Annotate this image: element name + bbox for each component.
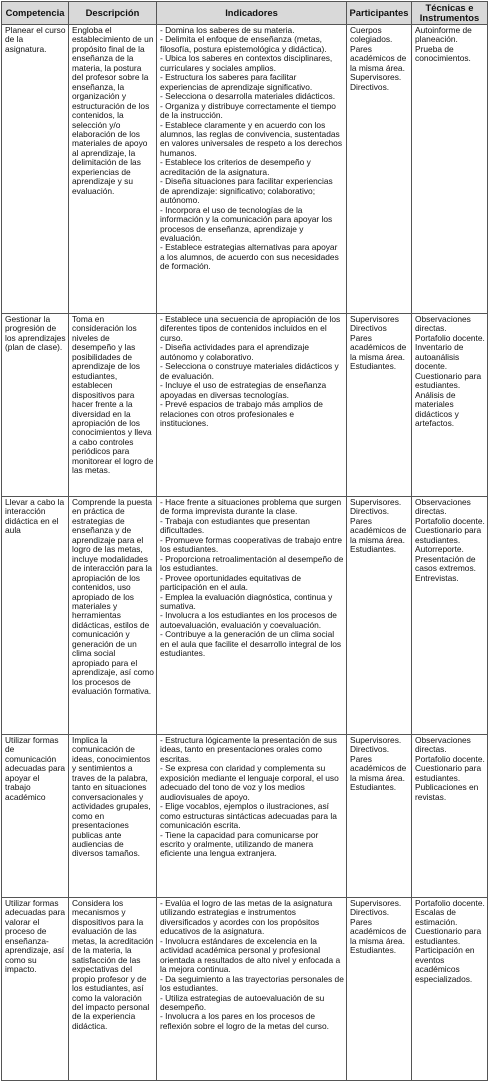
technique-item: Portafolio docente. — [415, 515, 485, 526]
indicator-item: - Estructura los saberes para facilitar experiencias de aprendizaje significativo. — [160, 72, 313, 92]
indicadores-cell — [157, 735, 347, 898]
indicator-item: - Da seguimiento a las trayectorias personales de los estudiantes. — [160, 973, 344, 994]
indicator-item: - Involucra a los pares en los procesos de reflexión sobre el logro de la metas del curso. — [160, 1011, 329, 1031]
indicator-item: - Ubica los saberes en contextos disciplinares, curriculares y sociales amplios. — [160, 53, 333, 73]
tecnicas-cell — [412, 898, 488, 1081]
indicator-item: - Diseña situaciones para facilitar experiencias de aprendizaje: significativo; colaborativo; autónomo. — [160, 176, 333, 206]
descripcion-cell: Engloba el establecimiento de un propósito final de la enseñanza de la materia, la postura del profesor sobre la enseñanza, la organización y estructuración de los contenidos, la selección y/o elaboración de los materiales de apoyo al aprendizaje, la delimitación de las experiencias de aprendizaje y su evaluación. — [69, 25, 157, 314]
participantes-cell — [347, 898, 412, 1081]
technique-item: Cuestionario para estudiantes. — [415, 763, 482, 783]
technique-item: Entrevistas. — [415, 572, 459, 583]
participant-item: Directivos. — [350, 506, 390, 517]
participant-item: Directivos. — [350, 744, 390, 755]
indicator-item: - Establece una secuencia de apropiación de los diferentes tipos de contenidos incluidos en el curso. — [160, 314, 341, 343]
participantes-cell — [347, 735, 412, 898]
table-row — [2, 314, 488, 497]
indicator-item: - Prevé espacios de trabajo más amplios de relaciones con otros profesionales e instituciones. — [160, 399, 323, 428]
participant-item: Supervisores. — [350, 898, 402, 908]
participant-item: Cuerpos colegiados. — [350, 25, 393, 45]
competencia-cell: Utilizar formas de comunicación adecuadas para apoyar el trabajo académico — [2, 735, 69, 898]
participant-item: Directivos — [350, 323, 387, 334]
technique-item: Participación en eventos académicos especializados. — [415, 945, 475, 984]
participantes-cell — [347, 314, 412, 497]
participant-item: Estudiantes. — [350, 782, 397, 793]
technique-item: Publicaciones en revistas. — [415, 782, 479, 802]
indicator-item: - Involucra a los estudiantes en los procesos de autoevaluación, evaluación y coevaluación. — [160, 610, 337, 630]
indicator-item: - Hace frente a situaciones problema que surgen de forma imprevista durante la clase. — [160, 497, 342, 517]
table-row — [2, 898, 488, 1081]
indicator-item: - Establece estrategias alternativas para apoyar a los alumnos, de acuerdo con sus necesidades de formación. — [160, 242, 339, 272]
tecnicas-cell — [412, 25, 488, 314]
participant-item: Pares académicos de la misma área. — [350, 753, 407, 783]
indicator-item: - Contribuye a la generación de un clima social en el aula que facilite el desarrollo integral de los estudiantes. — [160, 629, 342, 659]
competencia-cell: Llevar a cabo la interacción didáctica en el aula — [2, 497, 69, 735]
descripcion-cell: Comprende la puesta en práctica de estrategias de enseñanza y de aprendizaje para el logro de las metas, incluye modalidades de interacción para la apropiación de los contenidos, uso apropiado de los materiales y herramientas didácticas, estilos de comunicación y generación de un clima social apropiado para el aprendizaje, así como los procesos de evaluación formativa. — [69, 497, 157, 735]
indicator-item: - Promueve formas cooperativas de trabajo entre los estudiantes. — [160, 534, 343, 555]
table-row — [2, 25, 488, 314]
technique-item: Cuestionario para estudiantes. — [415, 926, 482, 946]
technique-item: Análisis de materiales didácticos y artefactos. — [415, 389, 459, 428]
indicadores-cell — [157, 898, 347, 1081]
competencia-cell: Utilizar formas adecuadas para valorar el proceso de enseñanza-aprendizaje, así como su impacto. — [2, 898, 69, 1081]
participant-item: Estudiantes. — [350, 544, 397, 555]
indicator-item: - Utiliza estrategias de autoevaluación de su desempeño. — [160, 992, 325, 1012]
descripcion-cell: Toma en consideración los niveles de desempeño y las posibilidades de aprendizaje de los estudiantes, establecen dispositivos para hacer frente a la diversidad en la apropiación de los conocimientos y lleva a cabo controles periódicos para monitorear el logro de las metas. — [69, 314, 157, 497]
descripcion-cell: Considera los mecanismos y dispositivos para la evaluación de las metas, la acreditación de la materia, la satisfacción de las expectativas del propio profesor y de los estudiantes, así como la valoración del impacto personal de la experiencia didáctica. — [69, 898, 157, 1081]
header-tecnicas: Técnicas e Instrumentos — [412, 2, 488, 25]
indicator-item: - Selecciona o construye materiales didácticos y de evaluación. — [160, 361, 339, 381]
indicator-item: - Elige vocablos, ejemplos o ilustraciones, así como estructuras sintácticas adecuadas para la comunicación escrita. — [160, 801, 337, 831]
indicator-item: - Incorpora el uso de tecnologías de la información y la comunicación para apoyar los procesos de enseñanza, aprendizaje y evaluación. — [160, 204, 333, 243]
technique-item: Observaciones directas. — [415, 735, 471, 755]
participant-item: Supervisores. — [350, 72, 402, 83]
technique-item: Prueba de conocimientos. — [415, 43, 471, 64]
tecnicas-cell — [412, 735, 488, 898]
indicator-item: - Domina los saberes de su materia. — [160, 25, 295, 35]
table-row — [2, 497, 488, 735]
indicator-item: - Emplea la evaluación diagnóstica, continua y sumativa. — [160, 591, 333, 611]
technique-item: Portafolio docente. — [415, 898, 485, 908]
header-indicadores: Indicadores — [157, 2, 347, 25]
indicator-item: - Provee oportunidades equitativas de participación en el aula. — [160, 572, 302, 593]
participant-item: Directivos. — [350, 907, 390, 918]
indicator-item: - Organiza y distribuye correctamente el tiempo de la instrucción. — [160, 100, 336, 121]
technique-item: Inventario de autoanálisis docente. — [415, 342, 464, 372]
header-competencia: Competencia — [2, 2, 69, 25]
technique-item: Escalas de estimación. — [415, 907, 458, 927]
indicator-item: - Proporciona retroalimentación al desempeño de los estudiantes. — [160, 553, 344, 574]
participant-item: Pares académicos de la misma área. — [350, 916, 407, 946]
descripcion-cell: Implica la comunicación de ideas, conocimientos y sentimientos a traves de la palabra, tanto en situaciones conversacionales y actividades grupales, como en presentaciones publicas ante audiencias de diversos tamaños. — [69, 735, 157, 898]
indicator-item: - Estructura lógicamente la presentación de sus ideas, tanto en presentaciones orales como escritas. — [160, 735, 337, 764]
indicator-item: - Establece los criterios de desempeño y acreditación de la asignatura. — [160, 157, 311, 177]
indicator-item: - Involucra estándares de excelencia en la actividad académica personal y profesional orientada a resultados de alto nivel y enfocada a la mejora continua. — [160, 935, 341, 975]
competencia-cell: Gestionar la progresión de los aprendizajes (plan de clase). — [2, 314, 69, 497]
technique-item: Observaciones directas. — [415, 497, 471, 517]
technique-item: Autorreporte. — [415, 544, 464, 555]
indicator-item: - Evalúa el logro de las metas de la asignatura utilizando estrategias e instrumentos diversificados y acordes con los propósitos educativos de la asignatura. — [160, 898, 333, 937]
header-row — [2, 2, 488, 25]
indicator-item: - Delimita el enfoque de enseñanza (metas, filosofía, postura epistemológica y didáctica). — [160, 34, 327, 54]
participantes-cell — [347, 25, 412, 314]
header-participantes: Participantes — [347, 2, 412, 25]
participantes-cell — [347, 497, 412, 735]
indicator-item: - Selecciona o desarrolla materiales didácticos. — [160, 91, 336, 102]
indicadores-cell — [157, 314, 347, 497]
competencia-cell: Planear el curso de la asignatura. — [2, 25, 69, 314]
indicator-item: - Establece claramente y en acuerdo con los alumnos, las reglas de convivencia, sustentadas en valores universales de respeto a los derechos humanos. — [160, 119, 343, 158]
competencias-table — [1, 1, 488, 1081]
technique-item: Autoinforme de planeación. — [415, 25, 472, 45]
technique-item: Portafolio docente. — [415, 753, 485, 764]
indicadores-cell — [157, 497, 347, 735]
technique-item: Cuestionario para estudiantes. — [415, 370, 482, 391]
technique-item: Presentación de casos extremos. — [415, 553, 476, 574]
indicator-item: - Se expresa con claridad y complementa su exposición mediante el lenguaje corporal, el uso adecuado del tono de voz y los medios audiovisuales de apoyo. — [160, 763, 339, 802]
participant-item: Estudiantes. — [350, 945, 397, 956]
indicator-item: - Incluye el uso de estrategias de enseñanza apoyadas en diversas tecnologías. — [160, 380, 327, 400]
participant-item: Pares académicos de la misma área. — [350, 515, 407, 545]
header-descripcion: Descripción — [69, 2, 157, 25]
participant-item: Estudiantes. — [350, 361, 397, 372]
participant-item: Supervisores. — [350, 735, 402, 745]
table-row — [2, 735, 488, 898]
technique-item: Observaciones directas. — [415, 314, 471, 334]
participant-item: Pares académicos de la misma área. — [350, 43, 407, 73]
indicator-item: - Trabaja con estudiantes que presentan dificultades. — [160, 515, 310, 536]
participant-item: Directivos. — [350, 81, 390, 92]
technique-item: Cuestionario para estudiantes. — [415, 525, 482, 545]
tecnicas-cell — [412, 314, 488, 497]
indicator-item: - Diseña actividades para el aprendizaje autónomo y colaborativo. — [160, 342, 309, 362]
indicator-item: - Tiene la capacidad para comunicarse por escrito y oralmente, utilizando de manera eficiente una lengua extranjera. — [160, 829, 319, 859]
tecnicas-cell — [412, 497, 488, 735]
participant-item: Supervisores. — [350, 497, 402, 507]
technique-item: Portafolio docente. — [415, 332, 485, 343]
indicadores-cell — [157, 25, 347, 314]
participant-item: Pares académicos de la misma área. — [350, 332, 407, 362]
participant-item: Supervisores — [350, 314, 399, 324]
